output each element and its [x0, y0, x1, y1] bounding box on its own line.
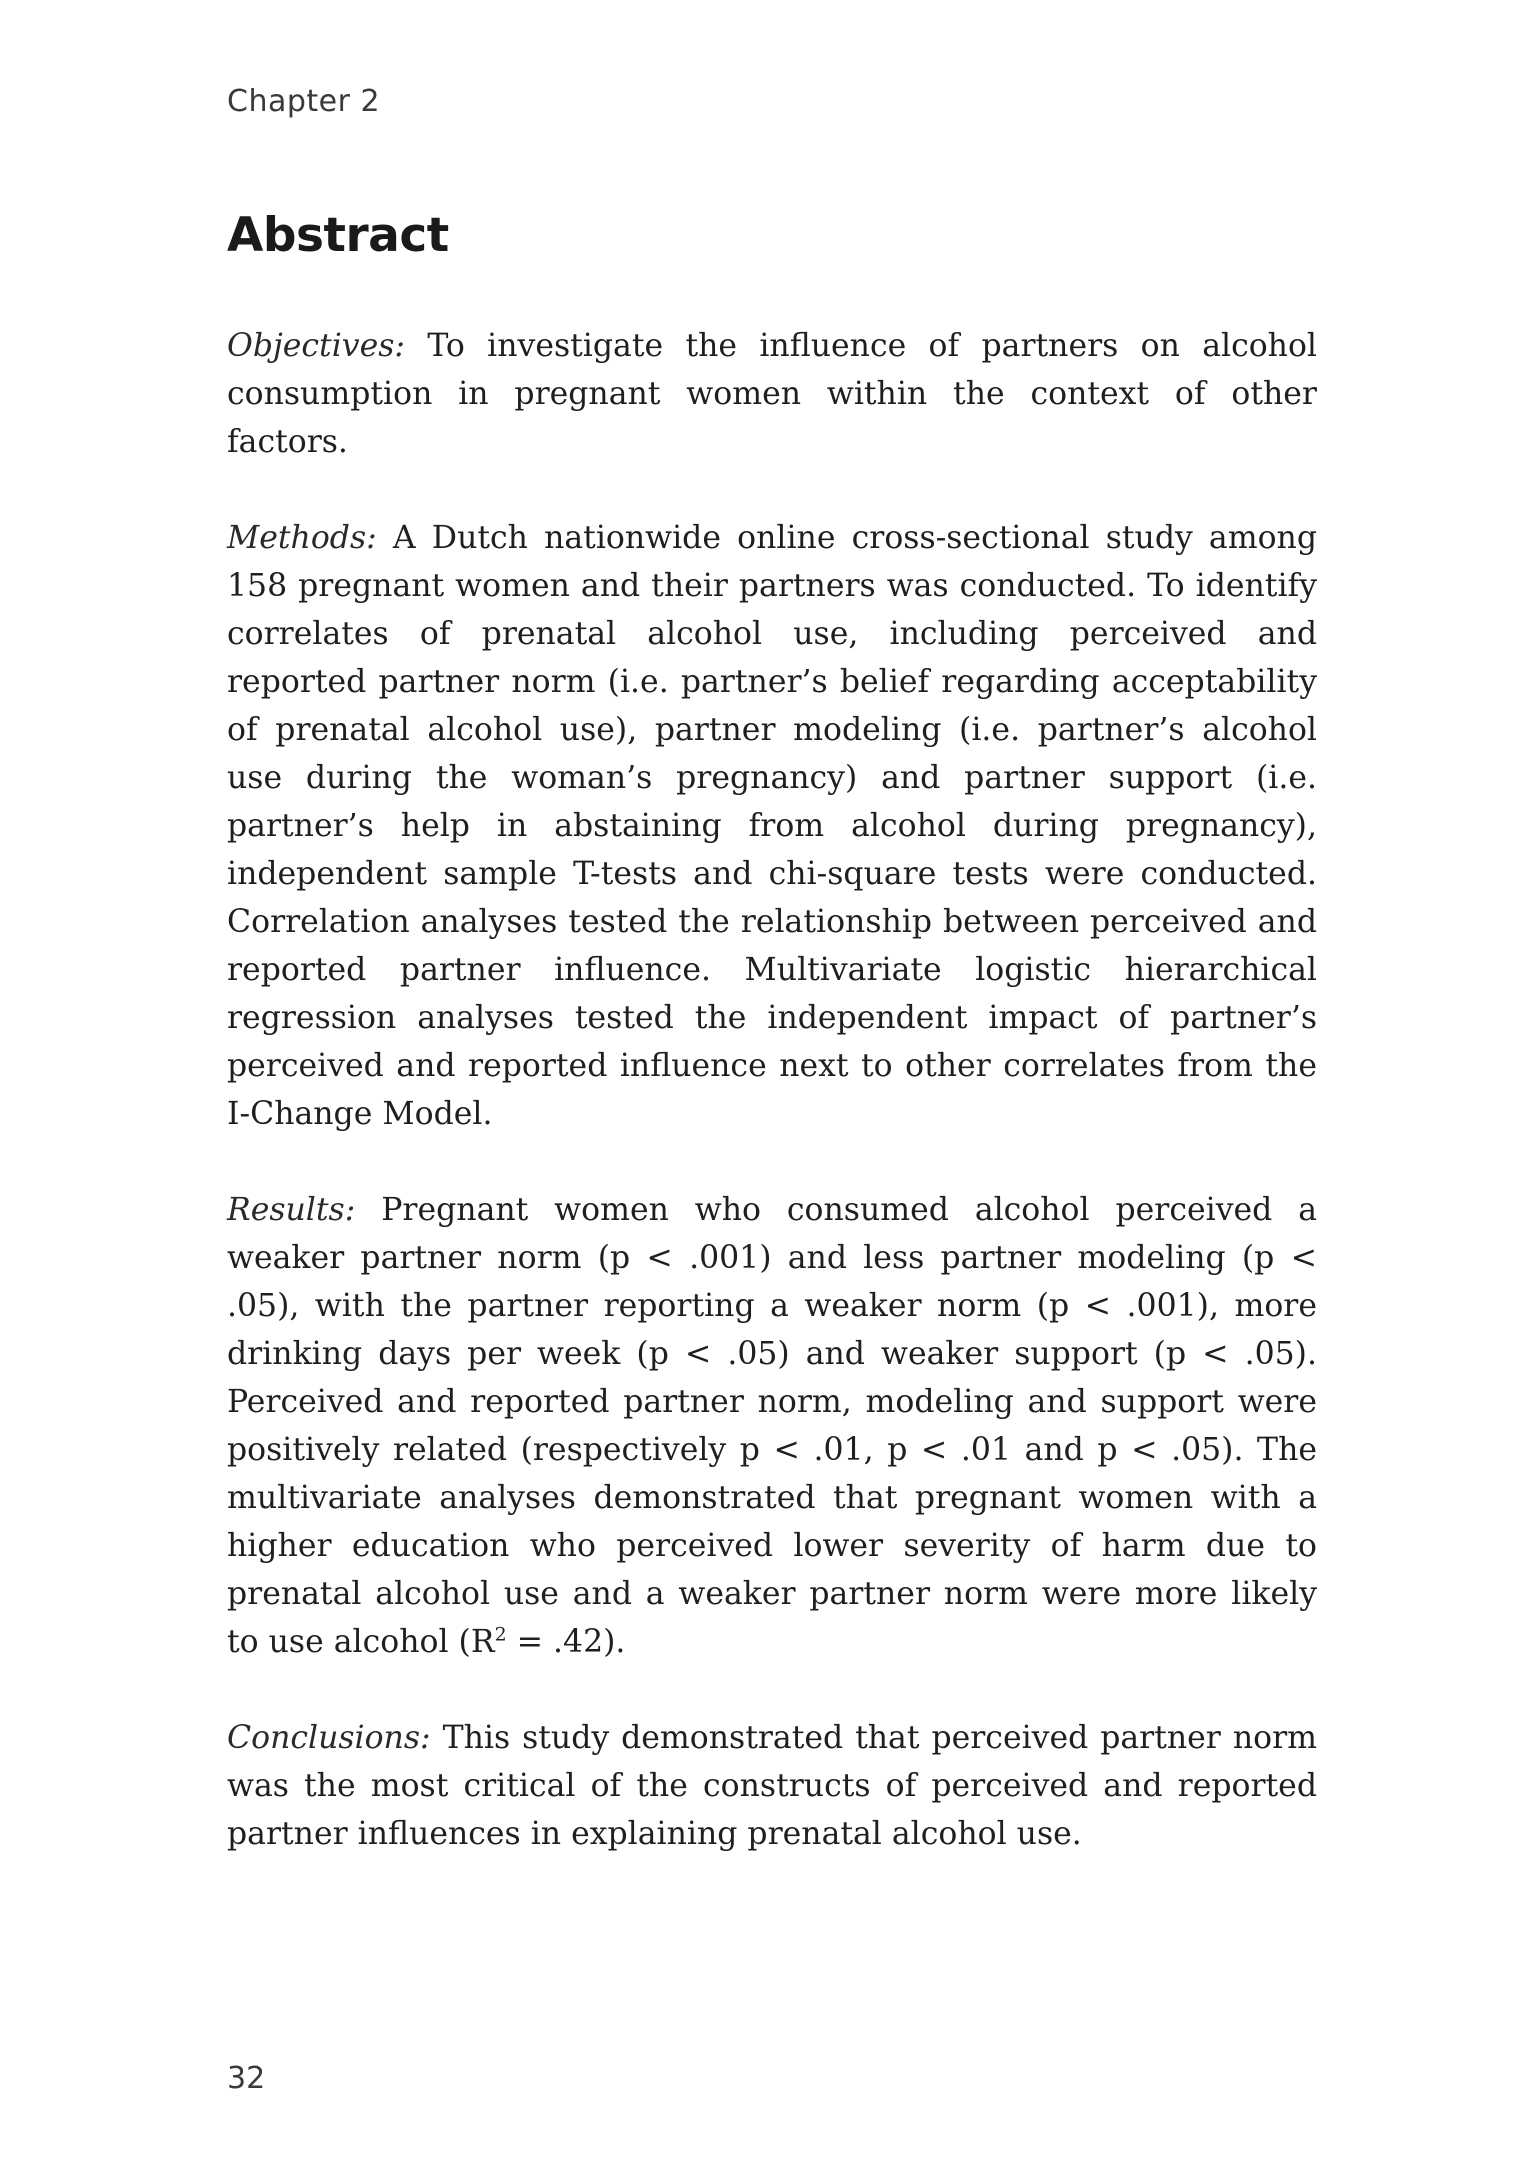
page-number: 32 — [227, 2061, 266, 2096]
conclusions-label: Conclusions: — [227, 1720, 431, 1756]
section-title: Abstract — [227, 208, 449, 263]
conclusions-paragraph — [227, 1714, 1317, 1858]
objectives-text: To investigate the influence of partners on alcohol consumption in pregnant women within the context of other factors. — [227, 328, 1317, 460]
results-label: Results: — [227, 1192, 356, 1228]
results-text-end: = .42). — [506, 1624, 626, 1660]
objectives-label: Objectives: — [227, 328, 405, 364]
methods-label: Methods: — [227, 520, 377, 556]
objectives-paragraph — [227, 322, 1317, 466]
running-head: Chapter 2 — [227, 84, 381, 119]
abstract-body — [227, 322, 1317, 1906]
results-paragraph — [227, 1186, 1317, 1666]
results-text: Pregnant women who consumed alcohol perceived a weaker partner norm (p < .001) and less partner modeling (p < .05), with the partner reporting a weaker norm (p < .001), more drinking days per week (p < .05) and weaker support (p < .05). Perceived and reported partner norm, modeling and support were positively related (respectively p < .01, p < .01 and p < .05). The multivariate analyses demonstrated that pregnant women with a higher education who perceived lower severity of harm due to prenatal alcohol use and a weaker partner norm were more likely to use alcohol (R — [227, 1192, 1317, 1660]
conclusions-text: This study demonstrated that perceived partner norm was the most critical of the constructs of perceived and reported partner influences in explaining prenatal alcohol use. — [227, 1720, 1317, 1852]
results-superscript: 2 — [494, 1623, 507, 1646]
methods-text: A Dutch nationwide online cross-sectional study among 158 pregnant women and their partners was conducted. To identify correlates of prenatal alcohol use, including perceived and reported partner norm (i.e. partner’s belief regarding acceptability of prenatal alcohol use), partner modeling (i.e. partner’s alcohol use during the woman’s pregnancy) and partner support (i.e. partner’s help in abstaining from alcohol during pregnancy), independent sample T-tests and chi-square tests were conducted. Correlation analyses tested the relationship between perceived and reported partner influence. Multivariate logistic hierarchical regression analyses tested the independent impact of partner’s perceived and reported influence next to other correlates from the I-Change Model. — [227, 520, 1317, 1132]
methods-paragraph — [227, 514, 1317, 1138]
